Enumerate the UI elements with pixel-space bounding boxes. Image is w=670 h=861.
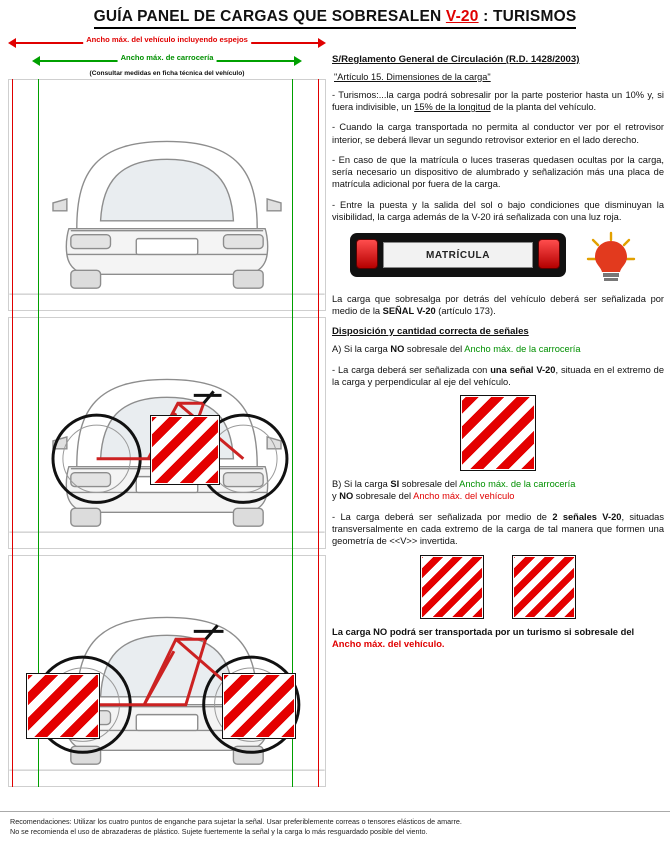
paragraph-senal-v20 bbox=[332, 293, 664, 318]
page-title bbox=[0, 0, 670, 33]
p1-part-c: de la planta del vehículo. bbox=[490, 102, 597, 113]
v20-example-pair bbox=[332, 556, 664, 618]
v20-sign bbox=[151, 416, 219, 484]
left-column bbox=[8, 36, 326, 811]
case-a-note-c: , situada en el extremo de la carga y perpendicular al eje del vehículo. bbox=[332, 364, 664, 387]
car-panel-1 bbox=[8, 79, 326, 311]
red-lamp-right-icon bbox=[538, 239, 560, 269]
ficha-note: (Consultar medidas en ficha técnica del vehículo) bbox=[89, 70, 245, 77]
green-width-arrow bbox=[8, 54, 326, 68]
right-column bbox=[332, 54, 664, 807]
footer-line-2: No se recomienda el uso de abrazaderas de plástico. Sujete fuertemente la señal y la carga lo más resguardado posible del viento. bbox=[10, 827, 428, 837]
arrow-head-left-icon bbox=[8, 38, 16, 48]
title-pre: GUÍA PANEL DE CARGAS QUE SOBRESALEN bbox=[93, 8, 446, 25]
paragraph-luz-roja: - Entre la puesta y la salida del sol o bajo condiciones que disminuyan la visibilidad, la carga además de la V-20 irá señalizada con una luz roja. bbox=[332, 199, 664, 222]
car-panel-2 bbox=[8, 317, 326, 549]
case-a-part-a: A) Si la carga bbox=[332, 344, 391, 355]
case-a-note bbox=[332, 364, 664, 389]
car-panels bbox=[8, 79, 326, 787]
case-b-part-h: Ancho máx. del vehículo bbox=[413, 491, 515, 502]
case-b-part-d: Ancho máx. de la carrocería bbox=[459, 479, 576, 490]
red-width-label: Ancho máx. del vehículo incluyendo espejos bbox=[83, 35, 251, 44]
case-b-note bbox=[332, 511, 664, 548]
case-a-part-b: NO bbox=[390, 344, 405, 355]
case-b-part-e: y bbox=[332, 491, 340, 502]
v20-example-left bbox=[421, 556, 483, 618]
final-part-a: La carga NO podrá ser transportada por un turismo si sobresale del bbox=[332, 625, 635, 637]
paragraph-turismos bbox=[332, 89, 664, 114]
case-a-part-d: Ancho máx. de la carrocería bbox=[464, 344, 581, 355]
guide-line-red-left bbox=[12, 79, 13, 787]
light-bulb-icon bbox=[584, 231, 638, 283]
arrow-head-right-icon bbox=[318, 38, 326, 48]
p5-part-b: SEÑAL V-20 bbox=[382, 306, 436, 317]
case-a-part-c: sobresale del bbox=[404, 344, 465, 355]
red-lamp-left-icon bbox=[356, 239, 378, 269]
p5-part-a: La carga que sobresalga por detrás del vehículo deberá ser señalizada por medio de la bbox=[332, 294, 664, 317]
red-width-arrow bbox=[8, 36, 326, 50]
car-rear-illustration bbox=[9, 80, 325, 310]
case-b-part-b: SI bbox=[390, 479, 400, 490]
title-post: : TURISMOS bbox=[478, 8, 577, 25]
title-highlight: V-20 bbox=[445, 8, 479, 25]
case-b-heading bbox=[332, 478, 664, 503]
footer-recommendations bbox=[0, 811, 670, 861]
plate-illustration-row bbox=[332, 231, 664, 285]
final-warning bbox=[332, 626, 664, 651]
license-plate-device bbox=[350, 233, 566, 277]
green-width-label: Ancho máx. de carrocería bbox=[118, 53, 217, 62]
paragraph-matricula: - En caso de que la matrícula o luces traseras quedasen ocultas por la carga, sería necesario un dispositivo de alumbrado y señalización más una placa de matrícula adicional por fuera de la carga. bbox=[332, 154, 664, 190]
case-b-note-b: 2 señales V-20 bbox=[552, 511, 622, 522]
v20-sign-right bbox=[223, 674, 295, 738]
case-a-note-a: - La carga deberá ser señalizada con bbox=[332, 364, 491, 375]
arrow-head-left-icon bbox=[32, 56, 40, 66]
p5-part-c: (artículo 173). bbox=[435, 306, 496, 317]
car-with-bike-illustration-2 bbox=[9, 556, 325, 786]
v20-sign-left bbox=[27, 674, 99, 738]
plate-text: MATRÍCULA bbox=[383, 242, 533, 268]
p1-part-b: 15% de la longitud bbox=[414, 102, 491, 113]
paragraph-retrovisor: - Cuando la carga transportada no permita al conductor ver por el retrovisor interior, se deberá llevar un segundo retrovisor exterior en el lado derecho. bbox=[332, 122, 664, 145]
case-b-part-a: B) Si la carga bbox=[332, 479, 391, 490]
arrow-head-right-icon bbox=[294, 56, 302, 66]
car-panel-3 bbox=[8, 555, 326, 787]
guide-line-red-right bbox=[318, 79, 319, 787]
p1-part-a: - Turismos:...la carga podrá sobresalir por la parte posterior hasta un 10% y, si fuera indivisible, un bbox=[332, 89, 664, 113]
case-b-note-c: , situadas transversalmente en cada extremo de la carga de tal manera que formen una geometría de <<V>> invertida. bbox=[332, 511, 665, 547]
case-a-heading bbox=[332, 343, 664, 355]
v20-example-single bbox=[461, 396, 535, 470]
final-part-b: Ancho máx. del vehículo. bbox=[332, 637, 445, 649]
content-wrap bbox=[0, 36, 670, 811]
v20-example-right bbox=[513, 556, 575, 618]
case-b-part-c: sobresale del bbox=[399, 479, 460, 490]
footer-line-1: Recomendaciones: Utilizar los cuatro puntos de enganche para sujetar la señal. Usar preferiblemente correas o tensores elásticos de amarre. bbox=[10, 817, 462, 826]
disposicion-heading: Disposición y cantidad correcta de señales bbox=[332, 325, 529, 337]
reglamento-heading: S/Reglamento General de Circulación (R.D. 1428/2003) bbox=[332, 54, 580, 65]
articulo-subheading: "Artículo 15. Dimensiones de la carga" bbox=[334, 71, 491, 82]
case-b-part-g: sobresale del bbox=[353, 491, 414, 502]
case-b-note-a: - La carga deberá ser señalizada por medio de bbox=[332, 511, 553, 522]
case-b-part-f: NO bbox=[339, 491, 354, 502]
case-a-note-b: una señal V-20 bbox=[490, 364, 556, 375]
